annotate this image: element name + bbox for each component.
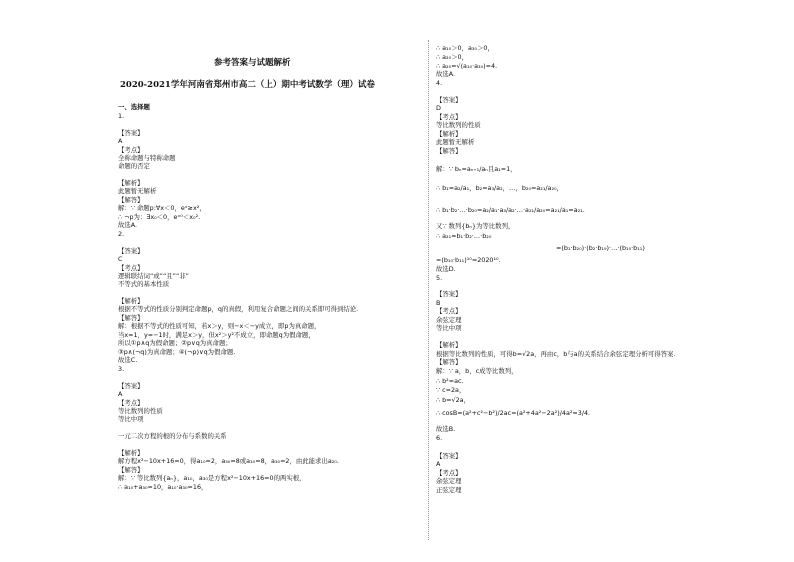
column-divider <box>428 40 429 540</box>
text-line: 【考点】 <box>118 399 144 407</box>
text-line: A <box>118 137 123 145</box>
text-line: 【考点】 <box>118 146 144 154</box>
text-line: 【答案】 <box>118 247 144 255</box>
text-line: 4. <box>436 79 443 87</box>
text-line: A <box>118 390 123 398</box>
text-line: 【考点】 <box>436 469 462 477</box>
text-line: 逻辑联结词“或”“且”“非” <box>118 272 189 280</box>
text-line: 一、选择题 <box>118 103 150 111</box>
text-line: 【考点】 <box>118 264 144 272</box>
text-line: 等比中项 <box>436 324 462 332</box>
text-line: 又∵ 数列{bₙ}为等比数列， <box>436 222 515 230</box>
text-line: A <box>436 460 441 468</box>
text-line: 当x=1，y=−1时，满足x＞y，但x²＞y²不成立，即命题q为假命题， <box>118 331 315 339</box>
text-line: ③p∧(¬q)为真命题；④(¬p)∨q为假命题. <box>118 348 236 356</box>
text-line: 【考点】 <box>436 113 462 121</box>
text-line: ∴ a₁₀+a₃₀=10，a₁₀·a₃₀=16， <box>118 483 208 491</box>
text-line: 6. <box>436 434 443 442</box>
text-line: 解：根据不等式的性质可知，若x＞y，则−x＜−y成立，即p为真命题， <box>118 322 321 330</box>
text-line: 故选C. <box>118 356 138 364</box>
text-line: 根据不等式的性质分别判定命题p，q的真假，利用复合命题之间的关系即可得到结论. <box>118 305 359 313</box>
text-line: 【答案】 <box>118 382 144 390</box>
text-line: ∵ c=2a， <box>436 386 466 394</box>
page-title: 参考答案与试题解析 <box>214 58 291 68</box>
text-line: C <box>118 255 123 263</box>
text-line: 【答案】 <box>436 452 462 460</box>
text-line: 故选D. <box>436 265 456 273</box>
text-line: ∴ ¬p为：∃x₀＜0，eˣ⁰＜x₀². <box>118 213 201 221</box>
text-line: 故选A. <box>436 70 456 78</box>
text-line: 【解析】 <box>118 449 144 457</box>
text-line: 【答案】 <box>436 290 462 298</box>
text-line: 解方程x²−10x+16=0，得a₁₀=2，a₃₀=8或a₁₀=8，a₃₀=2，由此能求出a₂₀. <box>118 457 339 465</box>
text-line: 故选B. <box>436 425 456 433</box>
text-line: 【考点】 <box>436 307 462 315</box>
text-line: 【解答】 <box>118 466 144 474</box>
text-line: 此题暂无解析 <box>436 138 475 146</box>
text-line: 【解析】 <box>118 179 144 187</box>
text-line: ∴ b²=ac. <box>436 377 464 385</box>
text-line: B <box>436 299 441 307</box>
text-line: ∴ b=√2a， <box>436 396 470 404</box>
text-line: ∴ a₂₁=b₁·b₂·…·b₂₀ <box>436 232 492 240</box>
text-line: 命题的否定 <box>118 162 150 170</box>
text-line: 解：∵ 命题p:∀x＜0，eˣ≥x²， <box>118 204 206 212</box>
text-line: 5. <box>436 274 443 282</box>
text-line: 【解答】 <box>436 147 462 155</box>
text-line: D <box>436 104 441 112</box>
text-line: 解：∵ a，b，c成等比数列， <box>436 367 518 375</box>
text-line: =(b₁·b₂₀)·(b₂·b₁₉)·…·(b₁₀·b₁₁) <box>556 244 645 252</box>
text-line: =(b₁₀·b₁₁)¹⁰=2020¹⁰. <box>436 256 501 264</box>
text-line: 【解析】 <box>118 297 144 305</box>
text-line: 余弦定理 <box>436 316 462 324</box>
text-line: 解：∵ 等比数列{aₙ}，a₁₀，a₃₀是方程x²−10x+16=0的两实根， <box>118 474 306 482</box>
text-line: 【答案】 <box>118 129 144 137</box>
text-line: 一元二次方程的根的分布与系数的关系 <box>118 432 227 440</box>
text-line: 此题暂无解析 <box>118 187 157 195</box>
exam-subtitle: 2020-2021学年河南省郑州市高二（上）期中考试数学（理）试卷 <box>120 80 375 90</box>
text-line: ∴ b₁=a₂/a₁，b₂=a₃/a₂，…，b₂₀=a₂₁/a₂₀， <box>436 184 563 192</box>
text-line: ∴ a₂₀＞0， <box>436 53 468 61</box>
text-line: 【答案】 <box>436 96 462 104</box>
text-line: 【解析】 <box>436 341 462 349</box>
text-line: ∴ a₂₀=√(a₁₀·a₃₀)=4. <box>436 62 498 70</box>
text-line: 【解答】 <box>118 314 144 322</box>
text-line: 1. <box>118 112 125 120</box>
text-line: 2. <box>118 230 125 238</box>
text-line: 不等式的基本性质 <box>118 280 170 288</box>
text-line: ∴ b₁·b₂·…·b₂₀=a₂/a₁·a₃/a₂·…·a₂₁/a₂₀=a₂₁/a₁=a₂₁. <box>436 206 585 214</box>
text-line: 根据等比数列的性质，可得b=√2a，再由c，b与a的关系结合余弦定理分析可得答案. <box>436 350 676 358</box>
text-line: 3. <box>118 365 125 373</box>
text-line: ∴ cosB=(a²+c²−b²)/2ac=(a²+4a²−2a²)/4a²=3/4. <box>436 409 591 417</box>
text-line: 全称命题与特称命题 <box>118 154 176 162</box>
text-line: 正弦定理 <box>436 486 462 494</box>
text-line: 解：∵ bₙ=aₙ₊₁/aₙ且a₁=1， <box>436 165 517 173</box>
text-line: ∴ a₁₀＞0，a₃₀＞0， <box>436 44 494 52</box>
text-line: 等比数列的性质 <box>436 121 481 129</box>
text-line: 故选A. <box>118 221 138 229</box>
text-line: 等比中项 <box>118 415 144 423</box>
text-line: 【解答】 <box>118 196 144 204</box>
text-line: 余弦定理 <box>436 477 462 485</box>
text-line: 【解答】 <box>436 358 462 366</box>
text-line: 所以①p∧q为假命题；②p∨q为真命题； <box>118 339 232 347</box>
text-line: 【解析】 <box>436 130 462 138</box>
text-line: 等比数列的性质 <box>118 407 163 415</box>
